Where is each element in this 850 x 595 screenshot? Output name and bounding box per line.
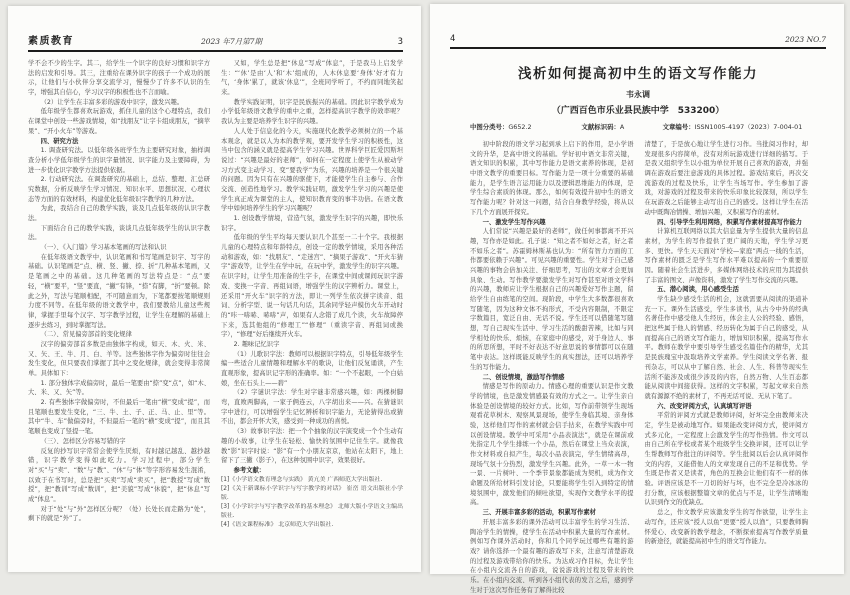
paragraph: 初中阶段的语文学习起到承上启下的作用，是小学语文的升华，是高中语文的基础。学好初中语文非常关键，语文知识的积累，其中写作能力是语文素养的体现，是初中语文教学的重要目标。写作能力是一项十分重要的基础能力，是学生语言运用能力以及逻辑思维能力的体现，是学生综合素质的体现。那么，如何有效提升初中生的语文写作能力呢？针对这一问题，结合自身教学经验，将从以下几个方面展开探究。 (470, 141, 634, 216)
paragraph: 2. 有些独体字做偏旁时，不但最后一笔由“横”变成“提”，而且笔顺也要发生变化，“三、牛、土、子、正、马、止、里”等。其中“牛、车”做偏旁时，不但最后一笔的“横”变成“提”，而且其笔顺也变成了竖提一笔。 (28, 399, 210, 436)
right-page-column-2 (645, 140, 809, 595)
author-affiliation: （广西百色市乐业县民族中学 533200） (551, 106, 725, 116)
paragraph: 总之，作文教学应该激发学生的写作欲望，让学生主动写作，还应该“授人以鱼”更要“授人以渔”，只要教师胸怀爱心、改变新的教学理念，不断探索提高写作教学质量的新途径，就能提高初中生的语文写作能力。 (644, 509, 808, 546)
paragraph: 反复的抄写识字常常会使学生厌烦，有时越记越乱、越抄越错，识字教学变得如此吃力。学习过程中，部分学生对“买”与“卖”、“数”与“教”、“休”与“体”等字形容易发生混淆，以致于在书写时，总是把“买卖”写成“卖买”，把“教授”写成“数授”，把“教训”写成“数训”，把“美貌”写成“休貌”，把“休息”写成“体息”。 (28, 447, 210, 503)
reference-item: [2]《关于新课标小学识字与写字教学的对话》 崔峦 语文出版社小学版. (221, 485, 403, 501)
paragraph: （2）字谜识字法：学生对字谜非常感兴趣，如：两棵树脚弯，直败两脚高，一家子俩连云，八字胡出来——兴。在猜谜识字中进行，可以增强学生记忆辨析和识字能力，无论猜得出或猜不出，都会开怀大笑，感受到一种成功的喜悦。 (221, 389, 403, 426)
right-page-header (450, 34, 826, 49)
paragraph: 教学实践证明，识字是民族振兴的基础。因此识字教学成为小学低年级语文教学的重中之重，怎样提高识字教学的效率呢？我认为主要是培养学生识字的兴趣。 (221, 98, 403, 126)
section-heading: 一、激发学生写作兴趣 (482, 218, 546, 226)
paragraph: 情感是写作的原动力。情感心理的重要认识是作文教学的情境，也是激发情感最有效的方式之一。让学生亲自体验是创设情境的较好方式。比如，写作前带领学生现场观看花草树木、观察风景现场，使学生身临其境、亲身体验，这样他们写作的素材就会信手拈来，在教学实践中可以创设情境。教学中可采用“小品表演法”，就是在课前或先指定几个学生排练一个小品，然后在课堂上当众表演，作文材料或自拟产生，每次小品表演完，学生情绪高昂，现场气氛十分热烈，激发学生兴趣。此外，一草一木一物一景、一片树叶、一个季节景象都能成为契机，成为作文命题及所给材料引发讨论，只要能将学生引入到特定的情境氛围中，激发他们的倾吐欲望，实现作文教学水平的提高。 (470, 383, 634, 507)
paragraph: 为此，我结合自己的教学实践，谈及几点低年级的认识字教法。 (28, 205, 210, 222)
meta-clc (470, 122, 582, 131)
page-number: 4 (450, 34, 456, 44)
paragraph: 1. 调查研究法。以低年级各班学生为主要研究对象，抽样调查分析小学低年级学生的识字量情况、识字能力及主要障碍，为进一步优化识字教学方法提供依据。 (28, 147, 210, 174)
meta-article-id-value: ISSN1005-4197（2023）7-004-01 (694, 123, 803, 131)
left-page-body (28, 59, 403, 530)
paragraph: 学生缺少感受生活的机会，这就需要从阅读的渠道补充一下。课外生活感受，学生多读书，从古今中外的经典名著佳作中感受他人生经历，体会主人公的经验、感悟，把这些属于他人的情感、经历转化为属于自己的感受，从而提高自己的语文写作能力，增加知识积累，提高写作水平。教师在教学中要引导学生感受名篇佳作的精华，尤其是民族瑰宝中汲取培养文学素养。学生阅读文学名著、报刊杂志，可以从中了解自然、社会、人生、科普等现实生活所不能涉及或很少涉及的内容，自然万物、人生百态都能从阅读中间接获得。这样的文字积累，写起文章来自然就有源源不绝的素材了，不再无话可说、无从下笔了。 (644, 296, 808, 400)
paragraph: 开展丰富多彩的课外活动可以丰富学生的学习生活、陶冶学生的情操，使学生在活动中积累大量的写作素材。例如写作课外活动时，你和几个同学玩过哪些有趣的游戏？请你选择一个最有趣的游戏写下来，注意写清楚游戏的过程及游戏带给你的快乐。为达成习作目标，先让学生在小组内交流各自的游戏，说说游戏的过程及带来的快乐。在小组内交流、听到各小组代表的发言之后，感到学生对于这次写作任务有了解得比较 (470, 518, 634, 594)
paragraph: 1. 创设教学情境，营造气氛，激发学生识字的兴趣，即快乐识字。 (221, 215, 403, 232)
meta-doc-code (582, 122, 663, 131)
paragraph: 在低年级语文教学中，认识笔画和书写笔画是识字、写字的基础。认识笔画是“点、横、竖、撇、捺、折”几种基本笔画，又是笔画之中的基础。这几种笔画的写法特点是：“点”要轻，“横”要平，“竖”要直，“撇”有锋，“捺”有脚，“折”要顿。除此之外，写法与笔顺相配，不可随意而为，下笔都要按笔顺规则力度不同等。在低年级的语文教学中，我们要教给儿童这些规律，掌握手里每个汉字、写字教学过程，让学生在理解的基础上逐步去练习，到时掌握写法。 (28, 253, 210, 329)
paragraph: （一）、《入门篇》学习基本笔画的写法和认识 (40, 244, 167, 252)
paragraph: 学不会不少的生字。其二，给学生一个识字的良好习惯和识字方法的启发和引导。其三，注重给在课外识字的孩子一个成功的展示，让他们与小伙伴分享交流学习，慢慢少了许多不认识的生字，增强其自信心，学习汉字的积极性也不言而喻。 (28, 60, 210, 97)
meta-article-id (663, 122, 803, 131)
right-page-scan (430, 4, 844, 594)
meta-doc-code-value: A (619, 123, 625, 131)
paragraph: （2）让学生在丰富多彩的游戏中识字，激发兴趣。 (40, 98, 184, 106)
left-page-scan (8, 6, 421, 572)
paragraph: （1）儿歌识字法：教师可以根据识字特点，引导低年级学生编一些适合儿童情趣和理解水平的歌诀，让他们反复诵读，产生直观形象，提高识记字形的准确率。如：“一个不起眼，一个白姑娘，坐在石头上——碧” (221, 350, 403, 387)
section-heading: 三、开展丰富多彩的活动，积累写作素材 (482, 509, 596, 517)
paragraph: （二）、常见偏旁部首的变化规律 (40, 331, 132, 339)
page-number: 3 (397, 37, 403, 47)
paragraph: 又如，学生总是把“休息”写成“体息”，于是我马上启发学生：“‘休’是由‘人’和‘木’组成的，人木休息要‘身体’好才有力气，‘身体’累了，就该‘休息’”，全班同学听了，不约而同地笑起来。 (221, 60, 403, 97)
paragraph: 1. 部分独体字成偏旁时，最后一笔要由“捺”变“点”，如“木、大、米、又、矢”等。 (28, 379, 210, 397)
paragraph: 下面结合自己的教学实践，谈谈几点低年级学生的认识字教法。 (28, 224, 210, 242)
paragraph: 2. 行动研究法。在调查研究的基础上，总结、整理、汇总研究数据，分析反映学生学习情况、知识水平、思想状况、心理状态等方面的有效材料，构建优化低年级识字教学的几种方法。 (28, 176, 210, 203)
left-page-header (28, 32, 403, 52)
meta-article-id-label: 文章编号： (662, 123, 695, 131)
right-page-body (470, 140, 808, 595)
section-heading: 二、创设情境，激励写作情感 (482, 373, 565, 381)
right-page-column-1 (470, 140, 634, 595)
left-page-column-1 (28, 59, 210, 530)
paragraph: （3）故事识字法：把一个个抽象的汉字演变成一个个生动有趣的小故事，让学生在轻松、愉快的氛围中记住生字。就像我教“影”识字时说：“影”有一个小朋友京京，他站在太阳下，地上留下了三撇（影子），在这种氛围中识字，效果很好。 (221, 428, 403, 465)
paragraph: 人们常说“兴趣是最好的老师”，做任何事都离不开兴趣，写作亦是如此。孔子说：“知之者不如好之者，好之者不如乐之者”。苏霍姆林斯基也认为：“所有智力方面的工作都要依赖于兴趣”。可见兴趣的重要性。学生对于自己感兴趣的事物会倍加关注、仔细思考，写出的文章才会更加具象、生动。写作教学要激发学生对写作甚至对语文学科的兴趣，教师应让学生根据自己的兴趣爱好写作主题，留给学生自由练笔的空间。现阶段，中学生大多数都很喜欢写随笔，因为这种文体不拘形式，不受内容限制，不限定字数篇目，宽泛自由、无话不说。学生还可以借随笔写随想，写自己现实生活中、学习生活的酸甜苦辣，比如与同学相处的快乐、烦恼，在家庭中的感受，对于身边人、事的所思所想，平时不好表达不好意思说的事情都可以在随笔中表达。这样既能反映学生的真实想法，还可以培养学生的写作能力。 (470, 228, 634, 371)
section-heading: 四、引导学生利用网络，积累写作素材提高写作能力 (657, 218, 802, 226)
issue-info: 2023 年7月第7期 (200, 37, 262, 46)
meta-clc-label: 中图分类号： (470, 123, 509, 131)
paragraph: （三）、怎样区分容易写错的字 (40, 437, 126, 445)
paragraph: 对于“处”与“外”怎样区分呢？（处）长处长而走路为“处”，剩下的就是“外”了。 (28, 505, 210, 523)
article-title: 浅析如何提高初中生的语文写作能力 (518, 66, 758, 82)
section-heading: 五、潜心阅读，用心感受生活 (657, 286, 739, 294)
reference-item: [3]《小学识字与写字教学改革的基本理念》 北师大版小学语文主编出版社. (221, 503, 403, 519)
paragraph: 2. 趣味记忆识字 (233, 340, 280, 348)
paragraph: 清楚了，于是放心地让学生进行习作。当批阅习作时，却发现很多内容简单，没有对所玩游戏进行详细的描写。于是我又组织学生以小组为单位开展自己喜欢的游戏，并强调在游戏后要注意游戏的具体过程。游戏结束后，再次交流游戏的过程及快乐，让学生当场写作。学生参加了游戏，对游戏的过程及带来的快乐印象比较深刻，所以学生在玩游戏之后能够主动写出自己的感受。这样让学生在活动中既陶冶情操、增加兴趣，又积累写作的素材。 (644, 141, 808, 216)
paragraph: 低年级的学生平均每天要认识几个甚至一二十个字。我根据儿童的心理特点和年龄特点，创设一定的教学情境，采用各种活动和游戏，如：“找朋友”、“走迷宫”、“摘果子游戏”、“开火车猜字”游戏等，让学生在学中玩，在玩中学，激发学生的识字兴趣。在识字时，让学生用准备的生字卡，在课堂中间或课间玩识字游戏、变换一字音、再组词语，增强学生的汉字辨析力。课堂上，还采用“开火车”识字的方法，即让一列学生依次拼字读音、组词、分析字型、说一句话几句话，其余同学轻声模仿火车开动时的“咔一哧哧、哧哧”声，如果有人念错了成几个读，火车故障停下来，选其他组的“修理工”“修理”（重读字音、再组词或换字），“修理”好后继续开火车。 (221, 234, 403, 339)
meta-doc-code-label: 文献标识码： (581, 123, 620, 131)
reference-item: [4]《语文课程标准》 北京师范大学出版社. (221, 522, 334, 529)
paragraph: 低年级学生都喜欢玩游戏，抓住儿童的这个心理特点，我们在课堂中创设一些游戏情境，如“找朋友”让字卡组成朋友，“摘苹果”、“开小火车”等游戏。 (28, 108, 210, 135)
article-meta (470, 122, 808, 131)
reference-item: [1]《小学语文教育理念与实践》 黄亢美 广西师范大学出版社. (221, 476, 383, 483)
meta-clc-value: G652.2 (508, 123, 532, 131)
section-heading: 六、改变评阅方式，认真填写评语 (657, 402, 752, 410)
journal-name: 素质教育 (28, 36, 74, 47)
paragraph: 汉字的偏旁部首多数是由独体字构成，如天、木、火、米、又、矢、王、牛、月、白、羊等。这些独体字作为偏旁时往往会发生变化，但只要我们掌握了其中之变化规律，就会变得非常简单。具体如下： (28, 340, 210, 377)
paragraph: 人人处于信息化的今天，实施现代化教学必须树立的一个基本观念，就是以人为本的教学观，要开发学生学习的积极性，这当中包含的涵义就是提高学生学习兴趣。世界科学巨匠爱因斯坦说过：“兴趣是最好的老师”，如何在一定程度上使学生从被动学习方式变主动学习、变“要我学”为乐，兴趣的培养是一个很关键的问题。因为只有在兴趣的驱使下，才能使学生自主参与、合作交流、创造性地学习。教学实践证明，激发学生学习的兴趣是使学生真正成为课堂的主人，使知识教育变的事半功倍。在语文教学中如何培养学生的学习兴趣呢？ (221, 127, 403, 213)
references-heading: 参考文献： (233, 466, 266, 474)
paragraph: 平常的评阅方式就是教师评阅，好坏完全由教师来决定，学生是被动地写作。如果能改变评阅方式，使评阅方式多元化，一定程度上会激发学生的写作热情。作文可以由自己所在学校或者某个班级学生交换评阅，还可以让学生帮教师写作批注的评阅等。学生批阅以后会认真评阅作文的内容，又能借他人的文章发现自己的不足和优势。学生既是作者又是读者，角色的互换会让他们有不一样的体验。评语应该是不一刀切的好与坏，也不完全是冷冰冰的打分数，应该根据整篇文章的优点与不足，让学生清晰地认识到作文的优缺点。 (644, 412, 808, 507)
paragraph: 计算机互联网络以其大信息量为学生提供大量的信息素材，为学生的写作提供了更广阔的天地，学生学习更多、更快。学生天天面对“学校—家庭”两点一线的生活，写作素材的匮乏是学生写作水平难以提高的一个重要原因。随着社会生活进步，多媒体网络技术的应用为其提供了丰富的图文、声像资料，激发了学生写作交流的兴趣。 (644, 228, 808, 284)
section-heading: 四、研究方法 (40, 137, 79, 145)
issue-info: 2023 NO.7 (785, 35, 826, 44)
left-page-column-2 (221, 59, 403, 530)
author-name: 韦永调 (626, 90, 650, 99)
